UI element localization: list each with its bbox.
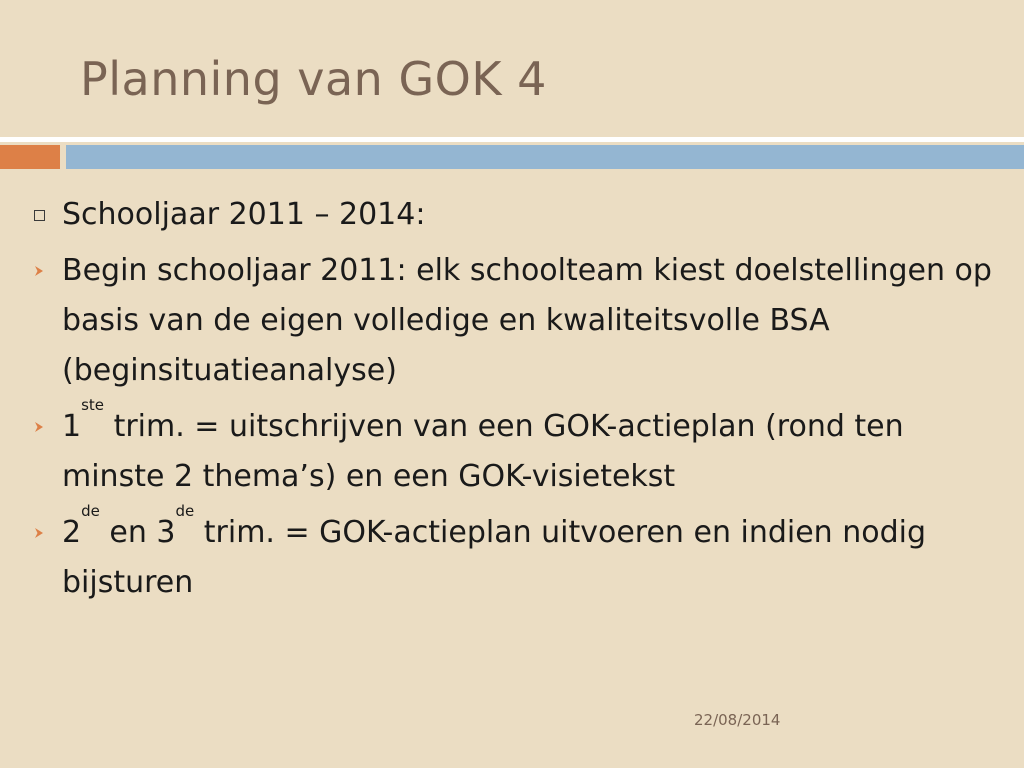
list-item-text: trim. = GOK-actieplan uitvoeren en indien nodig bijsturen — [62, 515, 927, 600]
list-item-superscript: de — [175, 502, 195, 520]
title-divider-line — [0, 137, 1024, 142]
list-item-superscript: de — [81, 502, 100, 520]
list-item — [0, 190, 1024, 240]
list-item-text: Begin schooljaar 2011: elk schoolteam kiest doelstellingen op basis van de eigen volledige en kwaliteitsvolle BSA (beginsituatieanalyse) — [62, 253, 992, 388]
slide-date: 22/08/2014 — [694, 711, 781, 729]
list-item-prefix: 1 — [62, 409, 82, 444]
arrow-bullet-icon — [30, 508, 48, 558]
arrow-bullet-icon — [30, 246, 48, 296]
list-item — [0, 502, 1024, 608]
arrow-bullet-icon — [30, 402, 48, 452]
list-item-text: trim. = uitschrijven van een GOK-actieplan (rond ten minste 2 thema’s) en een GOK-visietekst — [62, 409, 904, 494]
square-bullet-icon — [30, 190, 48, 240]
list-item-mid: en 3 — [99, 515, 176, 550]
bullet-list — [0, 190, 1024, 608]
accent-bar-blue — [66, 145, 1024, 169]
list-item-prefix: 2 — [62, 515, 82, 550]
list-item-superscript: ste — [81, 396, 105, 414]
list-item — [0, 396, 1024, 502]
list-item — [0, 246, 1024, 396]
slide-title: Planning van GOK 4 — [80, 52, 547, 106]
accent-bar-orange — [0, 145, 60, 169]
list-item-text: Schooljaar 2011 – 2014: — [62, 197, 426, 232]
